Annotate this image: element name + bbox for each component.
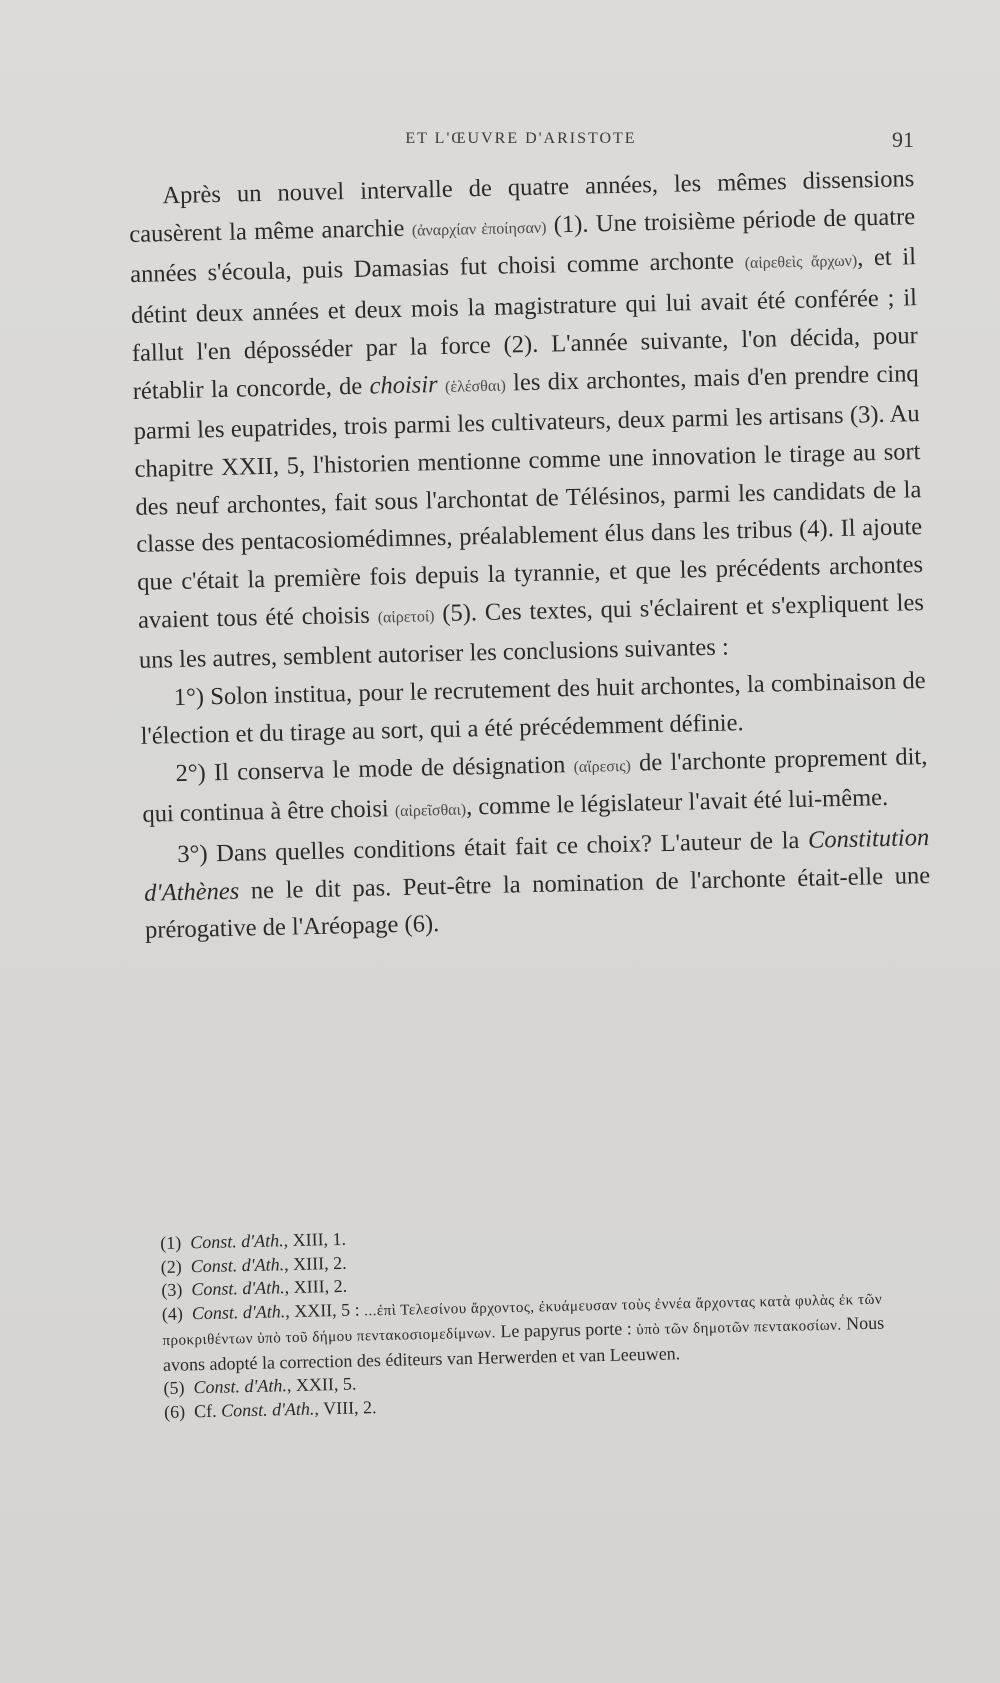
- footnote-text: , XIII, 1.: [283, 1228, 347, 1251]
- greek-gloss: (αἱρετοί): [377, 607, 435, 627]
- running-head: ET L'ŒUVRE D'ARISTOTE: [405, 130, 637, 147]
- page-number: 91: [892, 127, 914, 152]
- footnote-text: Nous avons adopté la correction des éditeurs van Herwerden et van Leeuwen.: [162, 1312, 885, 1375]
- greek-gloss: (ἀναρχίαν ἐποίησαν): [411, 219, 547, 240]
- footnote-text: , VIII, 2.: [314, 1396, 377, 1419]
- text-run: les dix archontes, mais d'en prendre cinq parmi les eupatrides, trois parmi les cultivateurs, deux parmi les artisans (3). Au chapitre XXII, 5, l'historien mentionne comme une innovation le tirage au sort des neuf archontes, fait sous l'archontat de Télésinos, parmi les candidats de la classe des pentacosiomédimnes, préalablement élus dans les tribus (4). Il ajoute que c'était la première fois depuis la tyrannie, et que les précédents archontes avaient tous été choisis: [133, 359, 924, 634]
- emphasis: choisir: [369, 370, 438, 400]
- footnote-prefix: Cf.: [193, 1400, 222, 1421]
- footnotes: [160, 1215, 924, 1424]
- greek-gloss: (αἱρεῖσθαι): [394, 801, 467, 821]
- text-run: (1). Une troisième période de quatre années s'écoula, puis Damasias fut choisi comme archonte: [129, 202, 916, 289]
- footnote-text: , XXII, 5.: [286, 1373, 357, 1396]
- text-run: ne le dit pas. Peut-être la nomination de l'archonte était-elle une prérogative de l'Aréopage (6).: [144, 861, 931, 945]
- footnote-text: , XIII, 2.: [283, 1252, 347, 1274]
- main-text: [128, 160, 931, 950]
- text-run: 3°) Dans quelles conditions était fait ce choix? L'auteur de la: [177, 826, 809, 869]
- greek-quotation: ...ἐπὶ Τελεσίνου ἄρχοντος, ἐκυάμευσαν τοὺς ἐννέα ἄρχοντας κατὰ φυλὰς ἐκ τῶν προκριθέντων ὑπὸ τοῦ δήμου πεντακοσιομεδίμνων.: [162, 1291, 883, 1349]
- footnote-source: Const. d'Ath.: [193, 1375, 288, 1398]
- footnote-text: Le papyrus porte :: [495, 1318, 637, 1342]
- text-run: , et il détint deux années et deux mois la magistrature qui lui avait été conférée ; il fallut l'en déposséder par la force (2). L'année suivante, l'on décida, pour rétablir la concorde, de: [130, 243, 919, 405]
- greek-gloss: (ἑλέσθαι): [444, 376, 507, 396]
- greek-gloss: (αἵρεσις): [573, 757, 632, 776]
- footnote-source: Const. d'Ath.: [190, 1253, 285, 1276]
- page-header: [128, 127, 914, 156]
- text-run: 2°) Il conserva le mode de désignation: [175, 750, 574, 787]
- text-run: (5). Ces textes, qui s'éclairent et s'expliquent les uns les autres, semblent autoriser les conclusions suivantes :: [138, 588, 925, 675]
- footnote-number: (1): [160, 1232, 182, 1253]
- footnote-number: (5): [163, 1377, 185, 1398]
- footnote-number: (3): [161, 1279, 183, 1300]
- footnote-number: (2): [160, 1256, 183, 1277]
- footnote-source: Const. d'Ath.: [191, 1277, 285, 1300]
- paragraph-2: 1°) Solon institua, pour le recrutement des huit archontes, la combinaison de l'élection et du tirage au sort, qui a été précédemment définie.: [140, 667, 926, 750]
- paragraph-1: [128, 160, 925, 680]
- footnote-number: (4): [161, 1303, 184, 1324]
- footnote-source: Const. d'Ath.: [220, 1398, 315, 1421]
- footnote-text: , XIII, 2.: [284, 1275, 348, 1298]
- footnote-text: , XXII, 5 :: [284, 1298, 365, 1321]
- text-run: de l'archonte proprement dit, qui continua à être choisi: [142, 742, 928, 829]
- footnote-source: Const. d'Ath.: [191, 1300, 286, 1323]
- footnote-number: (6): [163, 1400, 186, 1422]
- paragraph-4: [143, 819, 931, 950]
- greek-gloss: (αἱρεθεὶς ἄρχων): [744, 252, 858, 273]
- emphasis: Constitution d'Athènes: [143, 823, 930, 907]
- text-run: , comme le législateur l'avait été lui-même.: [465, 784, 889, 821]
- greek-quotation: ὑπὸ τῶν δημοτῶν πεντακοσίων.: [636, 1317, 842, 1339]
- footnote-source: Const. d'Ath.: [190, 1230, 284, 1253]
- text-run: Après un nouvel intervalle de quatre années, les mêmes dissensions causèrent la même anarchie: [128, 165, 915, 248]
